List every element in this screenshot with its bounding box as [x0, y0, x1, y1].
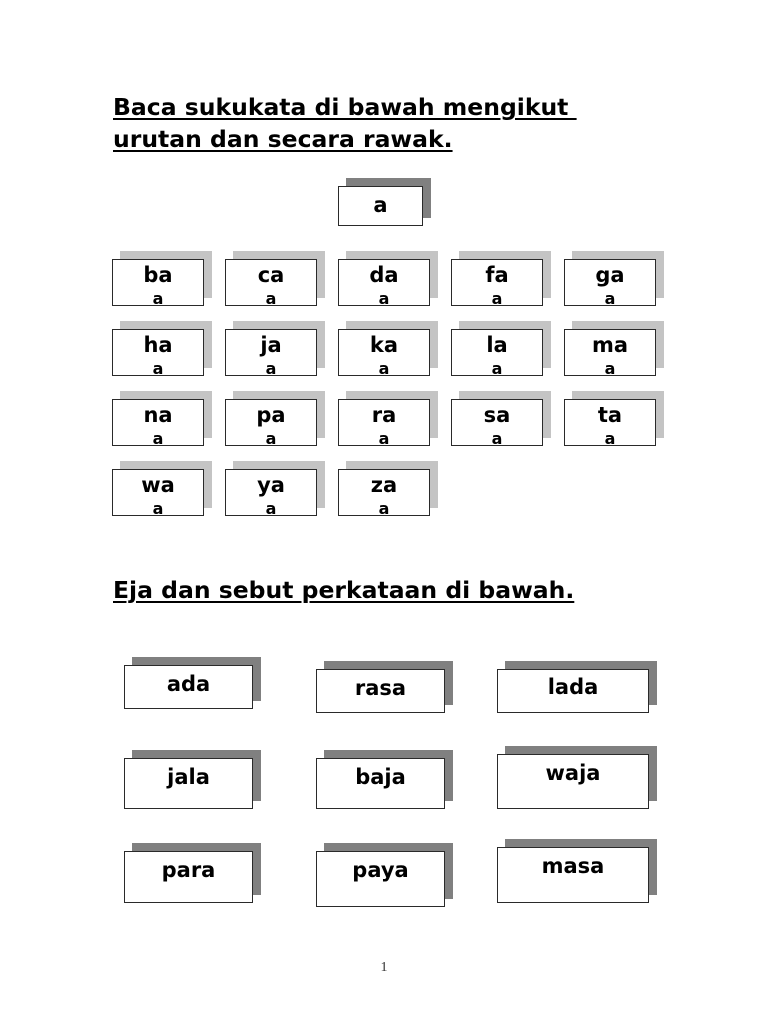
syllable-main: wa: [141, 473, 175, 497]
word-card: [316, 851, 445, 907]
word-label: rasa: [354, 676, 407, 700]
syllable-sub: a: [491, 289, 503, 308]
syllable-card: [225, 329, 317, 376]
word-card: [497, 847, 649, 903]
syllable-main: ka: [369, 333, 399, 357]
word-label: waja: [545, 761, 601, 785]
syllable-main: ga: [595, 263, 625, 287]
syllable-card: [112, 329, 204, 376]
syllable-main: da: [369, 263, 399, 287]
syllable-main: ta: [597, 403, 623, 427]
vowel-card-label: a: [373, 193, 388, 217]
syllable-sub: a: [265, 429, 277, 448]
syllable-sub: a: [378, 359, 390, 378]
word-label: paya: [352, 858, 409, 882]
syllable-card: [564, 329, 656, 376]
syllable-card: [564, 259, 656, 306]
syllable-main: sa: [483, 403, 511, 427]
syllable-main: na: [143, 403, 173, 427]
syllable-sub: a: [604, 359, 616, 378]
syllable-sub: a: [378, 289, 390, 308]
syllable-card: [225, 469, 317, 516]
syllable-card: [451, 329, 543, 376]
syllable-sub: a: [265, 499, 277, 518]
syllable-sub: a: [265, 289, 277, 308]
word-card: [124, 758, 253, 809]
section1-heading: [113, 92, 577, 154]
syllable-sub: a: [604, 429, 616, 448]
syllable-main: ca: [257, 263, 285, 287]
syllable-sub: a: [152, 289, 164, 308]
syllable-card: [225, 399, 317, 446]
syllable-sub: a: [491, 359, 503, 378]
syllable-sub: a: [378, 499, 390, 518]
section2-heading: Eja dan sebut perkataan di bawah.: [113, 576, 575, 604]
syllable-card: [564, 399, 656, 446]
syllable-main: ja: [260, 333, 282, 357]
syllable-main: la: [486, 333, 508, 357]
syllable-sub: a: [152, 499, 164, 518]
word-card: [124, 851, 253, 903]
word-card: [124, 665, 253, 709]
word-card: [316, 758, 445, 809]
page-number: 1: [380, 960, 388, 975]
syllable-card: [225, 259, 317, 306]
syllable-main: ra: [371, 403, 397, 427]
syllable-card: [338, 469, 430, 516]
vowel-card: [338, 186, 423, 226]
syllable-card: [112, 399, 204, 446]
syllable-main: ba: [143, 263, 173, 287]
syllable-main: ha: [143, 333, 173, 357]
syllable-card: [112, 259, 204, 306]
word-label: masa: [541, 854, 605, 878]
word-label: jala: [167, 765, 210, 789]
syllable-card: [338, 399, 430, 446]
section1-heading-line1: Baca sukukata di bawah mengikut: [113, 93, 577, 121]
word-card: [497, 669, 649, 713]
syllable-card: [451, 259, 543, 306]
word-label: para: [161, 858, 216, 882]
syllable-sub: a: [265, 359, 277, 378]
syllable-main: ya: [257, 473, 285, 497]
syllable-card: [338, 259, 430, 306]
syllable-main: pa: [256, 403, 286, 427]
section1-heading-line2: urutan dan secara rawak.: [113, 125, 453, 153]
syllable-sub: a: [491, 429, 503, 448]
syllable-main: ma: [591, 333, 629, 357]
word-card: [497, 754, 649, 809]
word-label: lada: [547, 675, 599, 699]
syllable-sub: a: [378, 429, 390, 448]
syllable-card: [338, 329, 430, 376]
syllable-sub: a: [152, 429, 164, 448]
word-label: baja: [355, 765, 406, 789]
syllable-main: za: [370, 473, 398, 497]
word-label: ada: [166, 672, 211, 696]
syllable-main: fa: [485, 263, 509, 287]
syllable-sub: a: [152, 359, 164, 378]
syllable-card: [112, 469, 204, 516]
word-card: [316, 669, 445, 713]
syllable-sub: a: [604, 289, 616, 308]
syllable-card: [451, 399, 543, 446]
